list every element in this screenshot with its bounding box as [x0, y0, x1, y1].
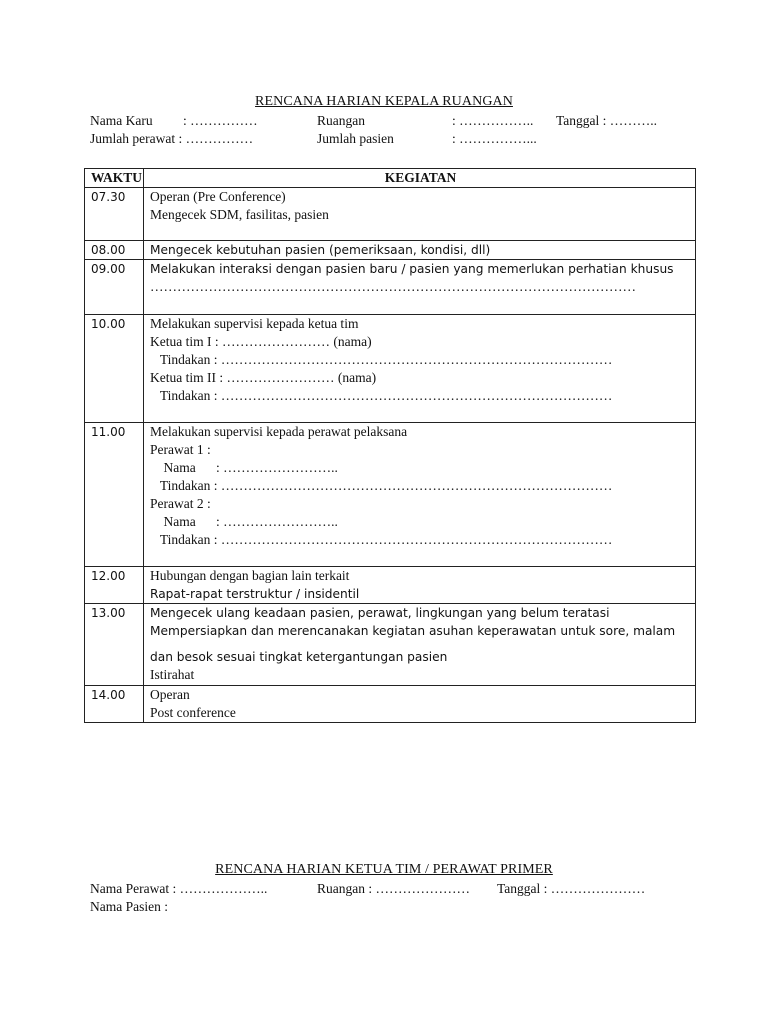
- activity-cell: [144, 604, 696, 686]
- time-cell: 12.00: [85, 567, 144, 604]
- activity-cell: [144, 260, 696, 315]
- activity-line: Tindakan : ……………………………………………………………………………: [150, 352, 613, 367]
- activity-line: Mengecek kebutuhan pasien (pemeriksaan, kondisi, dll): [150, 243, 491, 257]
- nama-pasien-field: Nama Pasien :: [90, 899, 168, 914]
- table-row: [85, 567, 696, 604]
- activity-cell: [144, 567, 696, 604]
- activity-cell: [144, 423, 696, 567]
- ruangan-value: : ……………..: [452, 113, 534, 128]
- table-header-row: [85, 169, 696, 188]
- activity-line: Mengecek ulang keadaan pasien, perawat, lingkungan yang belum teratasi: [150, 606, 610, 620]
- table-row: [85, 260, 696, 315]
- footer-ruangan-field: Ruangan : …………………: [317, 881, 470, 896]
- activity-cell: [144, 188, 696, 241]
- column-header-waktu: WAKTU: [85, 169, 144, 188]
- nama-karu-field: Nama Karu : ……………: [90, 113, 258, 128]
- activity-cell: [144, 241, 696, 260]
- activity-line: Tindakan : ……………………………………………………………………………: [150, 388, 613, 403]
- table-row: [85, 241, 696, 260]
- activity-cell: [144, 315, 696, 423]
- activity-line: [150, 640, 691, 648]
- ruangan-label: Ruangan: [317, 113, 365, 128]
- activity-line: Perawat 1 :: [150, 442, 211, 457]
- jumlah-perawat-field: Jumlah perawat : ……………: [90, 131, 254, 146]
- activity-line: Perawat 2 :: [150, 496, 211, 511]
- activity-line: Ketua tim II : …………………… (nama): [150, 370, 377, 385]
- activity-line: Post conference: [150, 705, 236, 720]
- time-cell: 11.00: [85, 423, 144, 567]
- activity-line: Mempersiapkan dan merencanakan kegiatan asuhan keperawatan untuk sore, malam: [150, 624, 676, 638]
- activity-line: Nama : ……………………..: [150, 460, 338, 475]
- column-header-kegiatan: KEGIATAN: [144, 169, 696, 188]
- schedule-table: [84, 168, 696, 723]
- activity-line: Mengecek SDM, fasilitas, pasien: [150, 207, 329, 222]
- time-cell: 07.30: [85, 188, 144, 241]
- activity-line: Melakukan interaksi dengan pasien baru / pasien yang memerlukan perhatian khusus: [150, 262, 674, 276]
- time-cell: 14.00: [85, 686, 144, 723]
- activity-line: Rapat-rapat terstruktur / insidentil: [150, 587, 360, 601]
- footer-tanggal-field: Tanggal : …………………: [497, 881, 646, 896]
- table-row: [85, 686, 696, 723]
- time-cell: 08.00: [85, 241, 144, 260]
- activity-line: Operan (Pre Conference): [150, 189, 286, 204]
- activity-cell: [144, 686, 696, 723]
- activity-line: Nama : ……………………..: [150, 514, 338, 529]
- activity-line: Tindakan : ……………………………………………………………………………: [150, 532, 613, 547]
- activity-line: Melakukan supervisi kepada ketua tim: [150, 316, 359, 331]
- second-title: RENCANA HARIAN KETUA TIM / PERAWAT PRIMER: [215, 862, 553, 877]
- jumlah-pasien-label: Jumlah pasien: [317, 131, 394, 146]
- activity-line: Hubungan dengan bagian lain terkait: [150, 568, 350, 583]
- page-title: RENCANA HARIAN KEPALA RUANGAN: [255, 94, 513, 109]
- jumlah-pasien-value: : ……………...: [452, 131, 537, 146]
- time-cell: 13.00: [85, 604, 144, 686]
- activity-line: Melakukan supervisi kepada perawat pelaksana: [150, 424, 408, 439]
- table-row: [85, 315, 696, 423]
- time-cell: 09.00: [85, 260, 144, 315]
- tanggal-field: Tanggal : ………..: [556, 113, 658, 128]
- activity-line: Ketua tim I : …………………… (nama): [150, 334, 372, 349]
- activity-line: Operan: [150, 687, 190, 702]
- table-row: [85, 188, 696, 241]
- activity-line: Tindakan : ……………………………………………………………………………: [150, 478, 613, 493]
- time-cell: 10.00: [85, 315, 144, 423]
- table-row: [85, 423, 696, 567]
- nama-perawat-field: Nama Perawat : ………………..: [90, 881, 268, 896]
- activity-line: ………………………………………………………………………………………………: [150, 279, 636, 294]
- activity-line: Istirahat: [150, 667, 195, 682]
- table-row: [85, 604, 696, 686]
- activity-line: dan besok sesuai tingkat ketergantungan pasien: [150, 650, 448, 664]
